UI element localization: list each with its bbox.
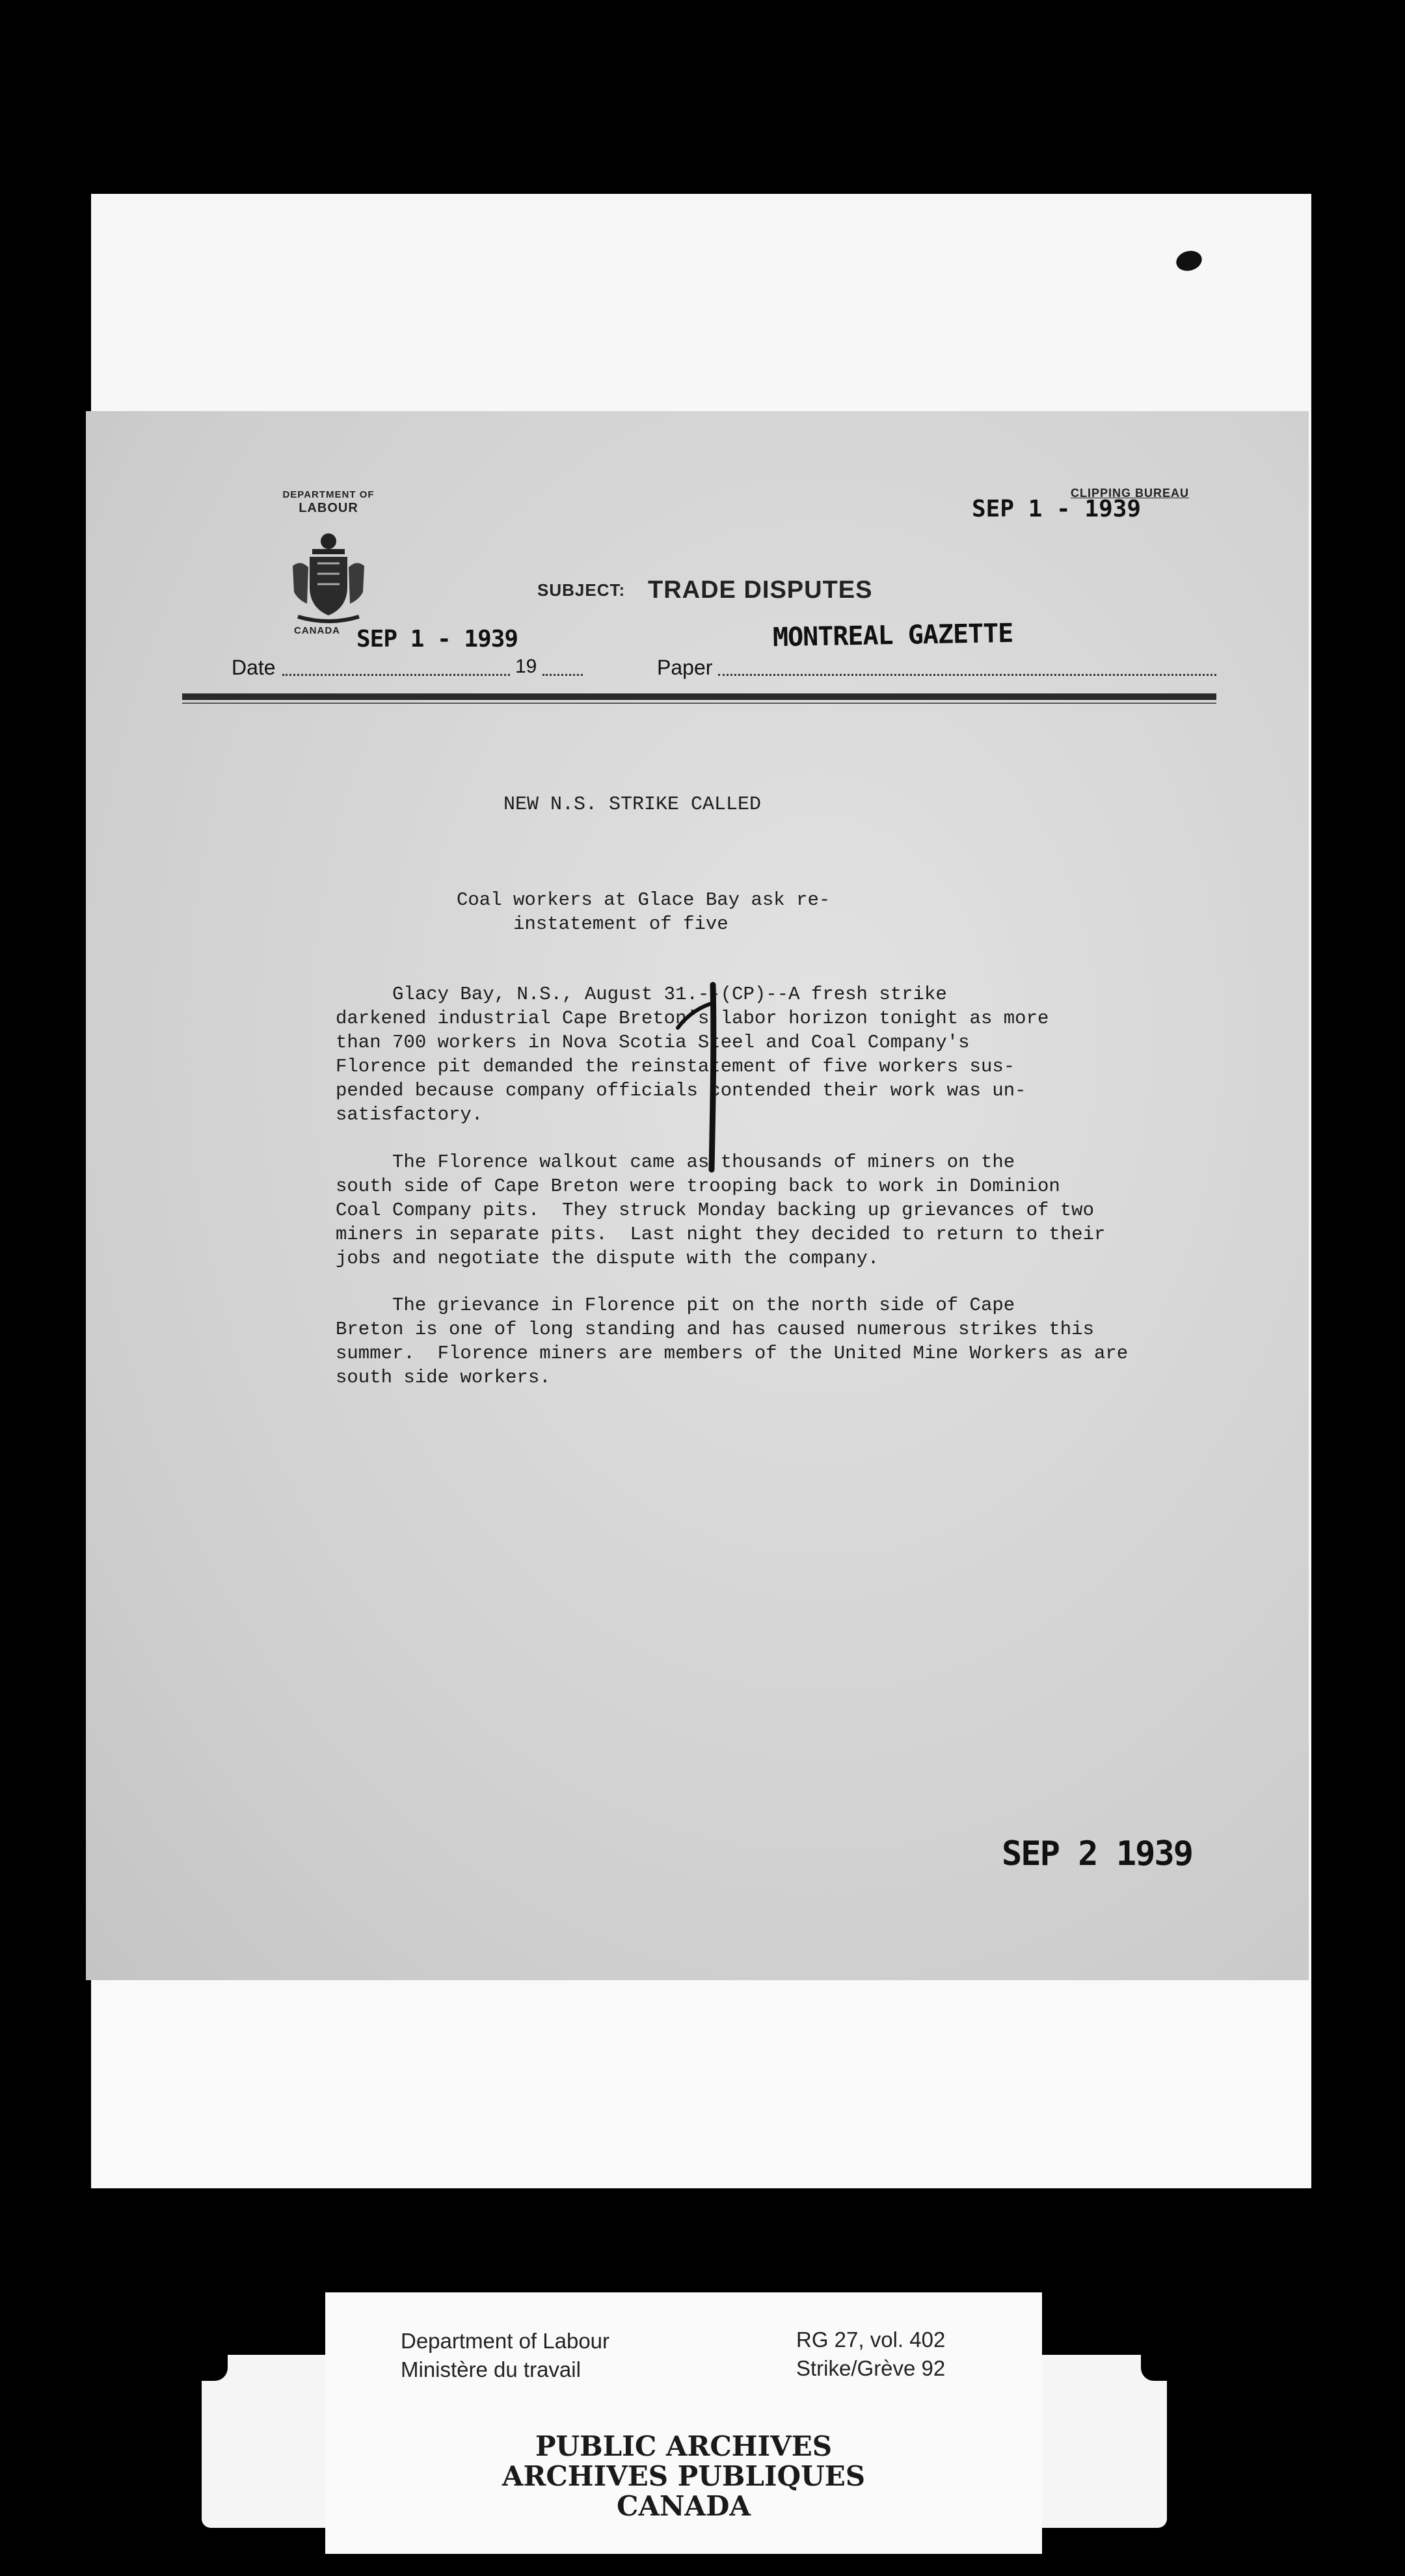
article-subheadline: Coal workers at Glace Bay ask re- instatement of five [457, 889, 831, 935]
paper-label: Paper [657, 656, 713, 679]
archives-country: CANADA [616, 2490, 751, 2522]
subject-label: SUBJECT: [537, 580, 626, 600]
header-rule [182, 693, 1216, 700]
label-notch-left [202, 2355, 228, 2381]
date-label: Date [232, 656, 276, 679]
lower-sheet-band [91, 1980, 1311, 2188]
year-dotted-line [542, 657, 583, 676]
coat-of-arms-icon [286, 527, 371, 624]
label-tab-right [1039, 2355, 1167, 2528]
filed-date-stamp: SEP 2 1939 [1002, 1834, 1193, 1873]
year-label: 19 [515, 656, 537, 677]
label-reference: RG 27, vol. 402 [796, 2328, 946, 2352]
handwritten-mark [663, 980, 742, 1175]
subject-value: TRADE DISPUTES [648, 576, 873, 604]
label-department-fr: Ministère du travail [401, 2357, 581, 2381]
article-paragraph: The grievance in Florence pit on the north side of Cape Breton is one of long standing and has caused numerous strikes this summer. Florence miners are members of the United Mine Workers as are south side workers. [336, 1295, 1129, 1388]
label-strike-number: Strike/Grève 92 [796, 2356, 946, 2380]
label-notch-right [1141, 2355, 1167, 2381]
date-dotted-line [282, 657, 510, 676]
label-department-en: Department of Labour [401, 2329, 610, 2353]
date-stamp: SEP 1 - 1939 [356, 626, 518, 652]
header-rule-thin [182, 703, 1216, 704]
article-paragraph: The Florence walkout came as thousands of miners on the south side of Cape Breton were trooping back to work in Dominion Coal Company pits. They struck Monday backing up grievances of two miners in separate pits. Last night they decided to return to their jobs and negotiate the dispute with the company. [336, 1151, 1106, 1269]
paper-name-stamp: MONTREAL GAZETTE [772, 618, 1013, 653]
archives-title-en: PUBLIC ARCHIVES [535, 2430, 833, 2462]
article-headline: NEW N.S. STRIKE CALLED [503, 794, 762, 816]
department-line-1: DEPARTMENT OF [282, 489, 375, 500]
paper-dotted-line [718, 657, 1216, 676]
department-line-2: LABOUR [299, 501, 358, 515]
clipping-bureau-label: CLIPPING BUREAU [1071, 487, 1190, 500]
label-tab-left [202, 2355, 329, 2528]
country-label: CANADA [294, 625, 340, 636]
received-stamp: SEP 1 - 1939 [972, 496, 1142, 522]
archives-title-fr: ARCHIVES PUBLIQUES [502, 2460, 866, 2492]
article-paragraph: Glacy Bay, N.S., August 31.--(CP)--A fresh strike darkened industrial Cape Breton's labor horizon tonight as more than 700 workers in Nova Scotia Steel and Coal Company's Florence pit demanded the reinstatement of five workers sus- pended because company officials contended their work was un- satisfactory. [336, 984, 1049, 1125]
